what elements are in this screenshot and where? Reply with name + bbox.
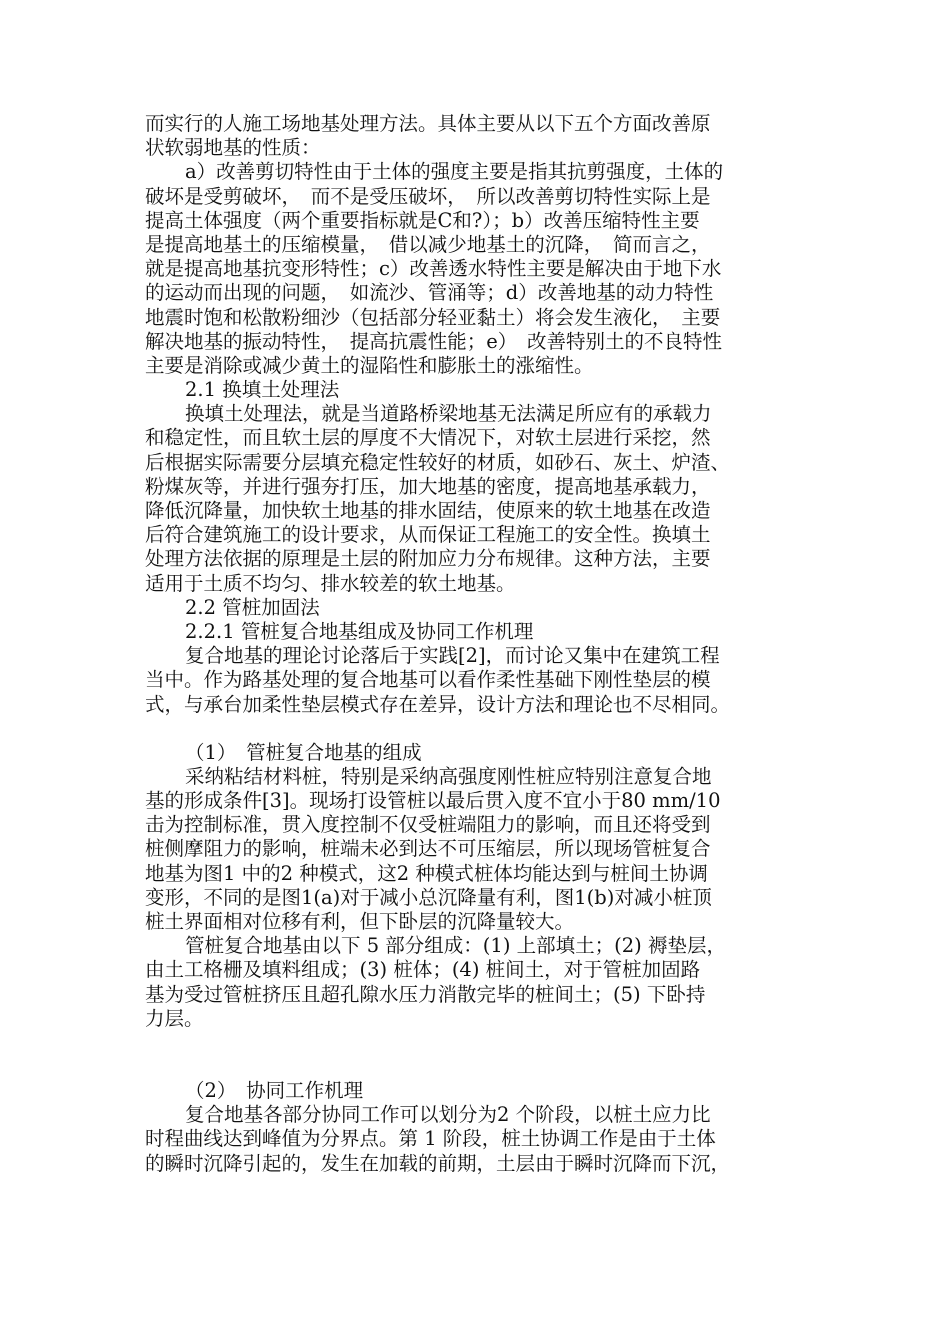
- paragraph-line: 提高土体强度（两个重要指标就是C和?）；b）改善压缩特性主要: [145, 208, 700, 232]
- paragraph-line: 采纳粘结材料桩，特别是采纳高强度刚性桩应特别注意复合地: [185, 764, 712, 788]
- paragraph-gap: [145, 1031, 815, 1079]
- paragraph-line: 复合地基各部分协同工作可以划分为2 个阶段，以桩土应力比: [185, 1103, 711, 1127]
- paragraph-line: 桩土界面相对位移有利，但下卧层的沉降量较大。: [145, 910, 575, 933]
- paragraph-line: 管桩复合地基由以下 5 部分组成：(1) 上部填土；(2) 褥垫层，: [185, 934, 726, 958]
- paragraph-line: a）改善剪切特性由于土体的强度主要是指其抗剪强度，土体的: [185, 160, 724, 184]
- paragraph-line: 的运动而出现的问题， 如流沙、管涌等；d）改善地基的动力特性: [145, 281, 714, 305]
- paragraph-line: 后根据实际需要分层填充稳定性较好的材质，如砂石、灰土、炉渣、: [145, 450, 731, 474]
- paragraph-line: 降低沉降量，加快软土地基的排水固结，使原来的软土地基在改造: [145, 499, 711, 522]
- paragraph-line: 基的形成条件[3]。现场打设管桩以最后贯入度不宜小于80 mm/10: [145, 789, 721, 813]
- paragraph-line: 地基为图1 中的2 种模式，这2 种模式桩体均能达到与桩间土协调: [145, 861, 708, 885]
- paragraph-line: 式，与承台加柔性垫层模式存在差异，设计方法和理论也不尽相同。: [145, 692, 731, 716]
- paragraph-line: 地震时饱和松散粉细沙（包括部分轻亚黏土）将会发生液化， 主要: [145, 305, 721, 329]
- paragraph-line: 解决地基的振动特性， 提高抗震性能；e） 改善特别土的不良特性: [145, 329, 723, 353]
- paragraph-line: 状软弱地基的性质：: [145, 136, 321, 160]
- paragraph-line: 粉煤灰等，并进行强夯打压，加大地基的密度，提高地基承载力，: [145, 474, 711, 498]
- paragraph-line: 桩侧摩阻力的影响，桩端未必到达不可压缩层，所以现场管桩复合: [145, 837, 711, 861]
- section-heading: 2.1 换填土处理法: [185, 378, 340, 402]
- paragraph-line: 而实行的人施工场地基处理方法。具体主要从以下五个方面改善原: [145, 112, 711, 135]
- paragraph-line: 换填土处理法，就是当道路桥梁地基无法满足所应有的承载力: [185, 402, 712, 426]
- subheading-composition: （1） 管桩复合地基的组成: [185, 740, 422, 764]
- section-heading: 2.2 管桩加固法: [185, 595, 320, 619]
- paragraph-line: 和稳定性，而且软土层的厚度不大情况下，对软土层进行采挖，然: [145, 426, 711, 450]
- subheading-mechanism: （2） 协同工作机理: [185, 1078, 364, 1102]
- paragraph-line: 基为受过管桩挤压且超孔隙水压力消散完毕的桩间土；(5) 下卧持: [145, 982, 706, 1006]
- paragraph-line: 就是提高地基抗变形特性；c）改善透水特性主要是解决由于地下水: [145, 257, 722, 281]
- paragraph-line: 破坏是受剪破坏， 而不是受压破坏， 所以改善剪切特性实际上是: [145, 184, 711, 208]
- paragraph-line: 当中。作为路基处理的复合地基可以看作柔性基础下刚性垫层的模: [145, 668, 711, 692]
- paragraph-line: 适用于土质不均匀、排水较差的软土地基。: [145, 571, 516, 595]
- paragraph-line: 由土工格栅及填料组成；(3) 桩体；(4) 桩间土，对于管桩加固路: [145, 958, 701, 982]
- paragraph-line: 复合地基的理论讨论落后于实践[2]，而讨论又集中在建筑工程: [185, 644, 720, 668]
- paragraph-gap: [145, 717, 815, 741]
- paragraph-line: 力层。: [145, 1006, 204, 1030]
- document-body: [145, 112, 815, 1176]
- paragraph-line: 后符合建筑施工的设计要求，从而保证工程施工的安全性。换填土: [145, 523, 711, 547]
- paragraph-line: 是提高地基土的压缩模量， 借以减少地基土的沉降， 简而言之，: [145, 232, 711, 256]
- paragraph-line: 主要是消除或减少黄土的湿陷性和膨胀土的涨缩性。: [145, 353, 594, 377]
- subsection-heading: 2.2.1 管桩复合地基组成及协同工作机理: [185, 619, 534, 643]
- paragraph-line: 击为控制标准，贯入度控制不仅受桩端阻力的影响，而且还将受到: [145, 813, 711, 837]
- paragraph-line: 的瞬时沉降引起的，发生在加载的前期，土层由于瞬时沉降而下沉，: [145, 1151, 731, 1175]
- paragraph-line: 时程曲线达到峰值为分界点。第 1 阶段，桩土协调工作是由于土体: [145, 1127, 716, 1151]
- paragraph-line: 处理方法依据的原理是土层的附加应力分布规律。这种方法，主要: [145, 547, 711, 571]
- paragraph-line: 变形，不同的是图1(a)对于减小总沉降量有利，图1(b)对减小桩顶: [145, 885, 712, 909]
